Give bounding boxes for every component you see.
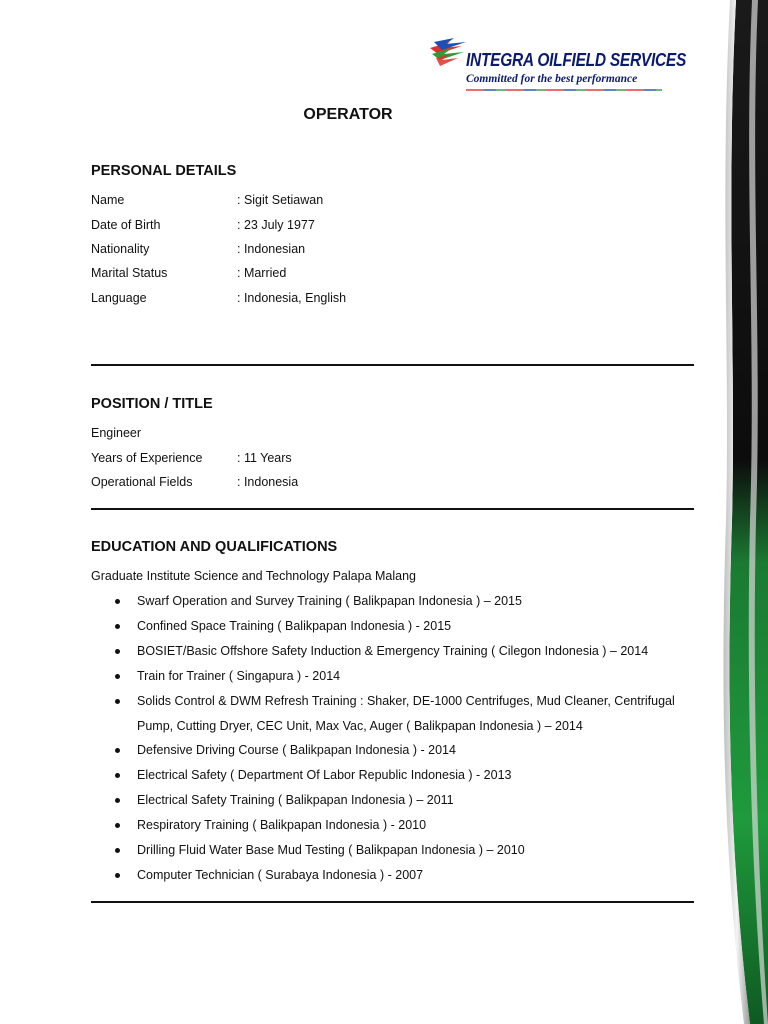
bullet-icon [115,848,120,853]
education-graduate: Graduate Institute Science and Technology Palapa Malang [91,569,416,583]
list-item: Electrical Safety ( Department Of Labor Republic Indonesia ) - 2013 [137,768,512,782]
row-value: : Sigit Setiawan [237,193,324,207]
decorative-side-border [722,0,768,1024]
list-item: BOSIET/Basic Offshore Safety Induction & Emergency Training ( Cilegon Indonesia ) – 2014 [137,644,649,658]
row-label: Operational Fields [91,475,193,489]
logo-tagline: Committed for the best performance [466,73,638,85]
personal-details-heading: PERSONAL DETAILS [91,163,237,179]
row-label: Language [91,291,147,305]
row-label: Marital Status [91,266,168,280]
row-value: : 23 July 1977 [237,218,315,232]
row-value: : Married [237,266,287,280]
logo-company-name: INTEGRA OILFIELD SERVICES [466,50,687,70]
list-item: Defensive Driving Course ( Balikpapan Indonesia ) - 2014 [137,743,456,757]
section-divider [91,508,694,510]
bullet-icon [115,624,120,629]
row-label: Nationality [91,242,150,256]
section-divider [91,901,694,903]
bullet-icon [115,649,120,654]
list-item: Drilling Fluid Water Base Mud Testing ( Balikpapan Indonesia ) – 2010 [137,843,525,857]
bullet-icon [115,773,120,778]
list-item-continuation: Pump, Cutting Dryer, CEC Unit, Max Vac, Auger ( Balikpapan Indonesia ) – 2014 [137,719,583,733]
position-role: Engineer [91,426,142,440]
list-item: Solids Control & DWM Refresh Training : Shaker, DE-1000 Centrifuges, Mud Cleaner, Centrifugal [137,694,675,708]
position-title-heading: POSITION / TITLE [91,396,213,412]
logo-underline [466,89,662,91]
list-item: Confined Space Training ( Balikpapan Indonesia ) - 2015 [137,619,452,633]
bullet-icon [115,599,120,604]
bullet-icon [115,674,120,679]
section-divider [91,364,694,366]
row-label: Name [91,193,125,207]
bullet-icon [115,823,120,828]
document-title: OPERATOR [303,106,393,123]
list-item: Swarf Operation and Survey Training ( Balikpapan Indonesia ) – 2015 [137,594,522,608]
bullet-icon [115,873,120,878]
bullet-icon [115,748,120,753]
row-value: : 11 Years [237,451,292,465]
logo-arrows-icon [428,38,468,70]
row-label: Date of Birth [91,218,161,232]
row-value: : Indonesia [237,475,299,489]
bullet-icon [115,699,120,704]
row-value: : Indonesian [237,242,306,256]
list-item: Computer Technician ( Surabaya Indonesia ) - 2007 [137,868,424,882]
company-logo [428,38,687,94]
list-item: Train for Trainer ( Singapura ) - 2014 [137,669,341,683]
education-heading: EDUCATION AND QUALIFICATIONS [91,539,338,555]
list-item: Respiratory Training ( Balikpapan Indonesia ) - 2010 [137,818,427,832]
row-label: Years of Experience [91,451,203,465]
list-item: Electrical Safety Training ( Balikpapan Indonesia ) – 2011 [137,793,454,807]
row-value: : Indonesia, English [237,291,347,305]
bullet-icon [115,798,120,803]
